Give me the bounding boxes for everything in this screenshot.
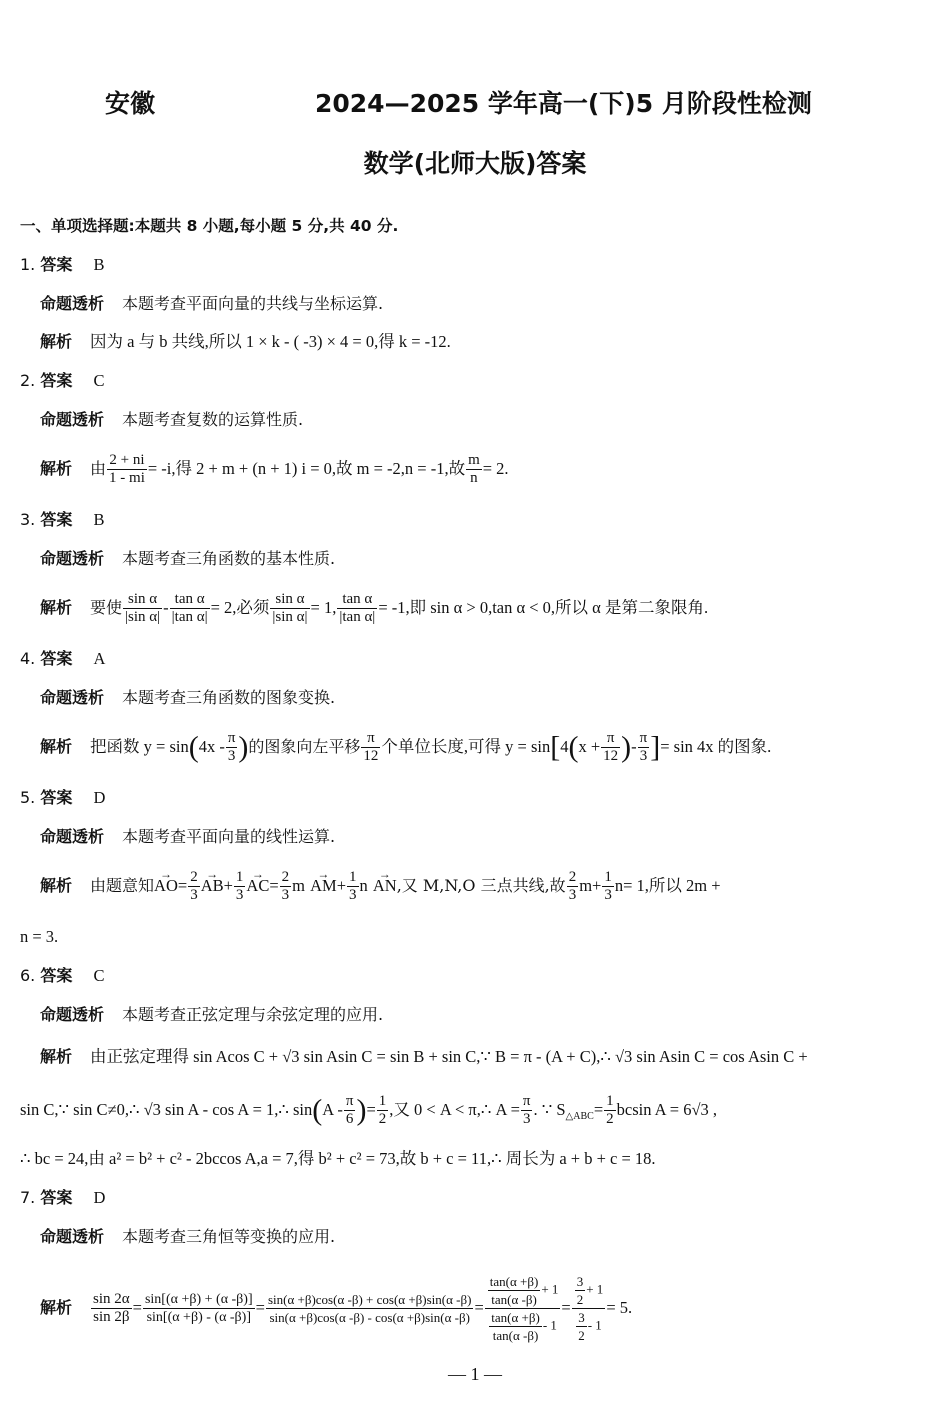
- answer-value: D: [93, 788, 106, 807]
- frac-den: 6: [345, 1111, 354, 1127]
- frac-num: π: [227, 730, 236, 746]
- fraction: [521, 1093, 533, 1128]
- frac-den: sin 2β: [93, 1309, 130, 1325]
- frac-den: |tan α|: [171, 609, 208, 625]
- analysis-text: 把函数 y = sin: [90, 737, 189, 756]
- paren-close: ): [238, 730, 249, 764]
- vector-ao: → AO: [154, 868, 178, 904]
- q7-insight: [40, 1226, 950, 1248]
- math-term: 4x -: [198, 737, 225, 756]
- frac-num: 3: [578, 1310, 585, 1325]
- frac-num: 1: [604, 869, 612, 885]
- compound-den: [485, 1309, 561, 1344]
- bracket-open: [: [550, 730, 561, 764]
- q4-analysis: [40, 729, 950, 766]
- frac-den: sin[(α +β) - (α -β)]: [146, 1310, 252, 1325]
- frac-den: 3: [349, 887, 357, 903]
- fraction: [123, 591, 162, 626]
- fraction: [344, 1093, 356, 1128]
- q5-insight: [40, 826, 950, 848]
- fraction: [226, 730, 238, 765]
- q4-header: [20, 648, 950, 670]
- insight-label: 命题透析: [40, 549, 105, 568]
- q6-analysis-line3: ∴ bc = 24,由 a² = b² + c² - 2bccos A,a = 7,得 b² + c² = 73,故 b + c = 11,∴ 周长为 a + b + c = 18.: [20, 1149, 656, 1168]
- answer-label: 答案: [40, 966, 73, 985]
- insight-label: 命题透析: [40, 827, 105, 846]
- frac-den: tan(α -β): [492, 1328, 539, 1343]
- q5-header: [20, 787, 950, 809]
- operator: =: [474, 1298, 484, 1317]
- frac-den: 12: [603, 748, 619, 764]
- insight-text: 本题考查正弦定理与余弦定理的应用.: [122, 1005, 384, 1024]
- insight-text: 本题考查平面向量的共线与坐标运算.: [122, 294, 384, 313]
- fraction: [143, 1291, 255, 1326]
- q6-analysis-line2: [20, 1092, 950, 1135]
- insight-text: 本题考查三角函数的图象变换.: [122, 688, 336, 707]
- frac-num: tan α: [170, 591, 210, 609]
- fraction: [466, 452, 482, 487]
- question-number: 3.: [20, 510, 36, 529]
- result: = 5.: [606, 1298, 633, 1317]
- paren-close: ): [621, 730, 632, 764]
- frac-num: 1: [235, 869, 244, 885]
- analysis-text: 由正弦定理得 sin Acos C + √3 sin Asin C = sin B + sin C,∵ B = π - (A + C),∴ √3 sin Asin C = cos Asin C +: [90, 1047, 808, 1066]
- vector-am: → AM: [310, 868, 337, 904]
- operator: =: [593, 1100, 604, 1119]
- math-term: n: [614, 876, 624, 895]
- q1-analysis: [40, 331, 950, 353]
- frac-num: π: [522, 1093, 531, 1109]
- fraction: [604, 1093, 616, 1128]
- question-number: 7.: [20, 1188, 36, 1207]
- insight-label: 命题透析: [40, 688, 105, 707]
- fraction: [91, 1291, 132, 1326]
- analysis-text: = -i,得 2 + m + (n + 1) i = 0,故 m = -2,n = -1,故: [147, 459, 466, 478]
- analysis-text: . ∵ S: [533, 1100, 566, 1119]
- vector-ac: → AC: [246, 868, 269, 904]
- analysis-text: = 2,必须: [210, 598, 270, 617]
- analysis-label: 解析: [40, 1298, 73, 1317]
- insight-text: 本题考查三角恒等变换的应用.: [122, 1227, 336, 1246]
- analysis-text: ,又 0 < A < π,∴ A =: [389, 1100, 520, 1119]
- frac-den: |tan α|: [339, 609, 376, 625]
- frac-den: |sin α|: [272, 609, 308, 625]
- fraction: [602, 869, 614, 904]
- operator: -: [631, 737, 637, 756]
- fraction: [107, 452, 147, 487]
- frac-den: 3: [522, 1111, 531, 1127]
- analysis-label: 解析: [40, 737, 73, 756]
- frac-den: 3: [235, 887, 244, 903]
- fraction: [266, 1291, 474, 1326]
- page-number: — 1 —: [448, 1364, 502, 1384]
- math-term: m: [579, 876, 593, 895]
- answer-label: 答案: [40, 510, 73, 529]
- q5-analysis-cont: n = 3.: [20, 927, 59, 946]
- insight-label: 命题透析: [40, 294, 105, 313]
- answer-label: 答案: [40, 649, 73, 668]
- q3-insight: [40, 548, 950, 570]
- operator: +: [223, 876, 233, 895]
- frac-num: 1: [378, 1093, 387, 1109]
- analysis-text: 的图象向左平移: [248, 737, 361, 756]
- math-term: m: [292, 876, 305, 895]
- paren-open: (: [188, 730, 199, 764]
- analysis-text: sin C,∵ sin C≠0,∴ √3 sin A - cos A = 1,∴ sin: [20, 1100, 313, 1119]
- analysis-label: 解析: [40, 1047, 73, 1066]
- frac-den: 3: [604, 887, 612, 903]
- answer-value: A: [93, 649, 106, 668]
- fraction: [270, 591, 309, 626]
- frac-num: 1: [606, 1093, 614, 1109]
- frac-num: sin α: [270, 591, 309, 609]
- operator: + 1: [541, 1281, 559, 1297]
- frac-den: 3: [190, 887, 198, 903]
- q1-insight: [40, 293, 950, 315]
- analysis-text: ,又 M,N,O 三点共线,故: [396, 876, 566, 895]
- fraction: [188, 869, 200, 904]
- frac-den: 12: [363, 748, 379, 764]
- insight-text: 本题考查三角函数的基本性质.: [122, 549, 336, 568]
- analysis-text: = 2.: [482, 459, 509, 478]
- fraction: [170, 591, 210, 626]
- frac-num: sin α: [123, 591, 162, 609]
- q5-analysis: [40, 868, 950, 904]
- insight-label: 命题透析: [40, 1227, 105, 1246]
- fraction: [337, 591, 377, 626]
- question-number: 4.: [20, 649, 36, 668]
- fraction: [377, 1093, 389, 1128]
- question-number: 6.: [20, 966, 36, 985]
- fraction: [280, 869, 292, 904]
- q6-analysis: [40, 1046, 950, 1068]
- region-label: 安徽: [105, 89, 156, 118]
- vector-an: → AN: [373, 868, 397, 904]
- fraction: [567, 869, 579, 904]
- operator: =: [255, 1298, 265, 1317]
- bracket-close: ]: [650, 730, 661, 764]
- exam-title: 2024—2025 学年高一(下)5 月阶段性检测: [315, 89, 812, 118]
- subject-title: 数学(北师大版)答案: [363, 149, 587, 178]
- analysis-label: 解析: [40, 332, 73, 351]
- q2-header: [20, 370, 950, 392]
- analysis-text: = 1,所以 2m +: [623, 876, 721, 895]
- frac-num: 2: [190, 869, 198, 885]
- fraction: [489, 1309, 542, 1344]
- frac-num: tan α: [337, 591, 377, 609]
- analysis-text: bcsin A = 6√3 ,: [616, 1100, 718, 1119]
- frac-num: π: [361, 730, 380, 748]
- frac-num: π: [601, 730, 620, 748]
- frac-num: 2 + ni: [107, 452, 147, 470]
- frac-den: 2: [606, 1111, 614, 1127]
- q2-insight: [40, 409, 950, 431]
- fraction: [638, 730, 650, 765]
- compound-fraction: [485, 1273, 561, 1344]
- operator: - 1: [542, 1317, 557, 1333]
- analysis-text: = sin 4x 的图象.: [660, 737, 772, 756]
- frac-den: tan(α -β): [491, 1292, 537, 1307]
- operator: =: [561, 1298, 571, 1317]
- operator: - 1: [587, 1317, 602, 1333]
- answer-value: B: [93, 255, 105, 274]
- vector-ab: → AB: [201, 868, 224, 904]
- operator: + 1: [586, 1281, 604, 1297]
- frac-num: tan(α +β): [491, 1310, 540, 1325]
- paren-open: (: [568, 730, 579, 764]
- frac-num: m: [468, 452, 480, 468]
- question-number: 1.: [20, 255, 36, 274]
- math-term: x +: [578, 737, 601, 756]
- q7-analysis: [40, 1268, 950, 1348]
- analysis-text: 要使: [90, 598, 123, 617]
- compound-fraction: [572, 1273, 606, 1344]
- analysis-label: 解析: [40, 876, 73, 895]
- q3-analysis: [40, 590, 950, 626]
- fraction: [361, 730, 380, 765]
- answer-label: 答案: [40, 1188, 73, 1207]
- compound-num: [572, 1273, 606, 1309]
- q6-header: [20, 965, 950, 987]
- frac-num: 3: [576, 1274, 584, 1289]
- analysis-text: 由: [90, 459, 107, 478]
- question-number: 2.: [20, 371, 36, 390]
- answer-value: C: [93, 966, 105, 985]
- insight-label: 命题透析: [40, 1005, 105, 1024]
- insight-text: 本题考查复数的运算性质.: [122, 410, 304, 429]
- frac-den: |sin α|: [125, 609, 161, 625]
- frac-den: 3: [227, 748, 236, 764]
- answer-value: B: [93, 510, 105, 529]
- analysis-text: 个单位长度,可得 y = sin: [381, 737, 551, 756]
- fraction: [488, 1273, 541, 1308]
- operator: =: [132, 1298, 142, 1317]
- q7-header: [20, 1187, 950, 1209]
- compound-num: [485, 1273, 561, 1309]
- q1-header: [20, 254, 950, 276]
- fraction: [575, 1273, 586, 1308]
- frac-num: tan(α +β): [489, 1274, 539, 1289]
- frac-num: sin[(α +β) + (α -β)]: [144, 1292, 253, 1307]
- operator: -: [163, 598, 169, 617]
- operator: =: [177, 876, 188, 895]
- fraction: [234, 869, 246, 904]
- answer-value: C: [93, 371, 105, 390]
- section-title: 一、单项选择题:本题共 8 小题,每小题 5 分,共 40 分.: [20, 217, 399, 235]
- math-term: 4: [560, 737, 569, 756]
- analysis-text: 由题意知: [90, 876, 155, 895]
- analysis-text: = -1,即 sin α > 0,tan α < 0,所以 α 是第二象限角.: [378, 598, 709, 617]
- fraction: [347, 869, 359, 904]
- question-number: 5.: [20, 788, 36, 807]
- compound-den: [572, 1309, 606, 1344]
- q4-insight: [40, 687, 950, 709]
- q6-insight: [40, 1004, 950, 1026]
- frac-num: 2: [568, 869, 577, 885]
- frac-den: 3: [281, 887, 290, 903]
- frac-den: 1 - mi: [109, 470, 145, 486]
- math-term: n: [359, 876, 368, 895]
- operator: =: [366, 1100, 376, 1119]
- operator: +: [592, 876, 602, 895]
- analysis-text: 因为 a 与 b 共线,所以 1 × k - ( -3) × 4 = 0,得 k = -12.: [90, 332, 451, 351]
- analysis-label: 解析: [40, 459, 73, 478]
- frac-den: sin(α +β)cos(α -β) - cos(α +β)sin(α -β): [269, 1310, 470, 1325]
- frac-num: π: [345, 1093, 354, 1109]
- frac-den: 2: [578, 1328, 585, 1343]
- frac-den: 2: [576, 1292, 584, 1307]
- frac-den: 2: [378, 1111, 387, 1127]
- q3-header: [20, 509, 950, 531]
- operator: =: [269, 876, 279, 895]
- frac-num: 2: [281, 869, 290, 885]
- frac-num: π: [639, 730, 648, 746]
- analysis-text: = 1,: [310, 598, 337, 617]
- math-term: A -: [322, 1100, 343, 1119]
- frac-den: 3: [568, 887, 577, 903]
- fraction: [601, 730, 620, 765]
- q2-analysis: [40, 451, 950, 487]
- frac-num: sin(α +β)cos(α -β) + cos(α +β)sin(α -β): [267, 1292, 472, 1307]
- paren-open: (: [312, 1093, 323, 1127]
- answer-label: 答案: [40, 788, 73, 807]
- analysis-label: 解析: [40, 598, 73, 617]
- answer-label: 答案: [40, 371, 73, 390]
- frac-den: n: [470, 470, 478, 486]
- operator: +: [336, 876, 346, 895]
- fraction: [576, 1309, 587, 1344]
- frac-num: sin 2α: [93, 1291, 130, 1307]
- frac-num: 1: [349, 869, 357, 885]
- subscript: △ABC: [565, 1111, 594, 1123]
- paren-close: ): [356, 1093, 367, 1127]
- insight-text: 本题考查平面向量的线性运算.: [122, 827, 336, 846]
- answer-label: 答案: [40, 255, 73, 274]
- answer-value: D: [93, 1188, 106, 1207]
- insight-label: 命题透析: [40, 410, 105, 429]
- frac-den: 3: [639, 748, 648, 764]
